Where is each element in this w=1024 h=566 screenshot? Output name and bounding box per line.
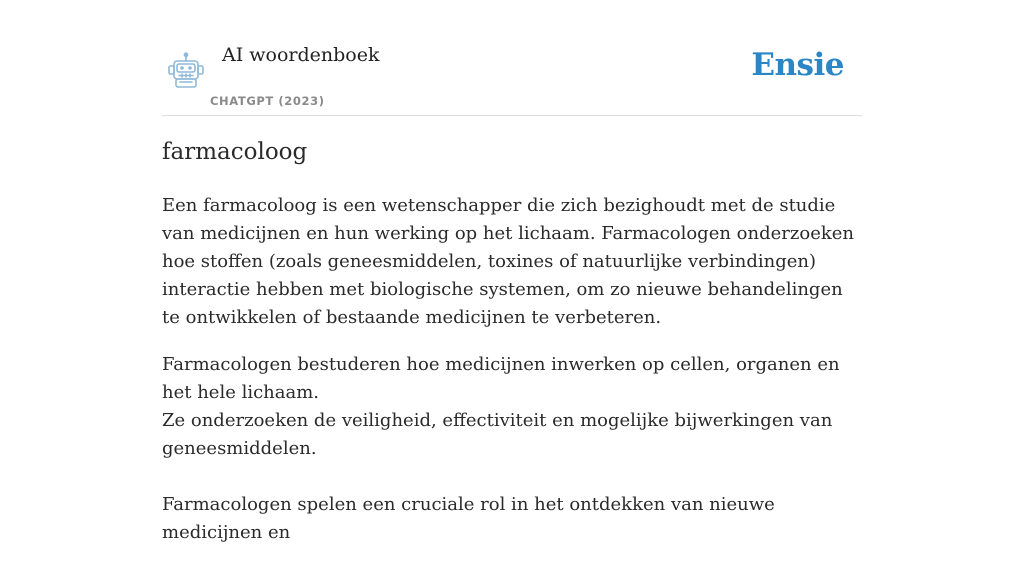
definition-line: Farmacologen bestuderen hoe medicijnen inwerken op cellen, organen en het hele lichaam. bbox=[162, 354, 840, 403]
site-title[interactable]: AI woordenboek bbox=[222, 44, 380, 66]
entry-title: farmacoloog bbox=[162, 139, 308, 165]
robot-icon bbox=[166, 52, 206, 90]
definition-paragraph bbox=[162, 351, 862, 463]
definition-paragraph: Een farmacoloog is een wetenschapper die zich bezighoudt met de studie van medicijnen en hun werking op het lichaam. Farmacologen onderzoeken hoe stoffen (zoals geneesmiddelen, toxines of natuurlijke verbindingen) interactie hebben met biologische systemen, om zo nieuwe behandelingen te ontwikkelen of bestaande medicijnen te verbeteren. bbox=[162, 195, 855, 328]
brand-logo[interactable]: Ensie bbox=[751, 47, 844, 83]
definition-line: Ze onderzoeken de veiligheid, effectiviteit en mogelijke bijwerkingen van geneesmiddelen. bbox=[162, 410, 833, 459]
page bbox=[162, 0, 862, 543]
source-label: CHATGPT (2023) bbox=[210, 94, 325, 108]
definition-paragraph: Farmacologen spelen een cruciale rol in het ontdekken van nieuwe medicijnen en bbox=[162, 494, 775, 543]
entry-body bbox=[162, 192, 862, 566]
header bbox=[162, 0, 862, 116]
